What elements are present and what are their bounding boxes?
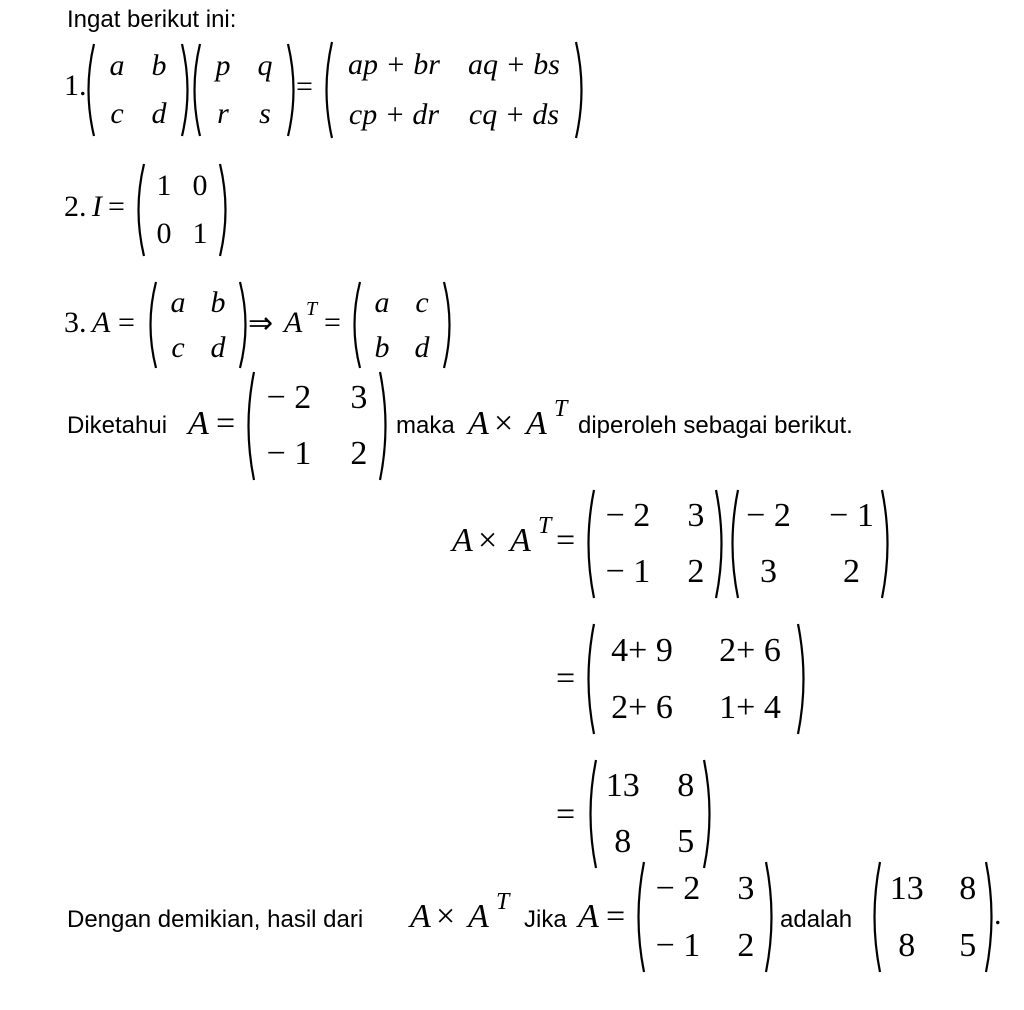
right-paren [574,40,588,140]
matrix-cell: 5 [677,823,695,860]
calc-equals-3: = [556,796,576,833]
left-paren [144,280,158,370]
matrix-cell: 13 [889,869,924,907]
conclusion-prefix: Dengan demikian, hasil dari [67,906,364,933]
calc-step1-matrix-at [740,488,880,600]
matrix-cell: ap + br [348,48,440,81]
matrix-cell: − 1 [266,435,312,472]
matrix-cell: cp + dr [348,98,440,131]
rule-3-transpose-matrix [362,280,442,370]
matrix-cell: − 1 [605,553,651,590]
calc-lhs-times: × [478,522,498,559]
calc-step1-matrix-a [596,488,714,600]
matrix-cell: − 2 [605,497,651,534]
matrix-cell: c [415,285,429,319]
left-paren [582,622,596,736]
matrix-cell: 1 [156,169,172,202]
matrix-cell: 2+ 6 [611,688,673,726]
matrix-cell: d [414,330,430,364]
rule-2-equals: = [108,190,125,223]
matrix-cell: − 1 [829,497,874,534]
conclusion-expr-sup: T [496,889,510,915]
rule-3-transpose-lhs: A [284,306,303,339]
matrix-cell: 0 [192,169,208,202]
matrix-cell: b [210,285,226,319]
given-expr-a: A [468,405,489,442]
matrix-cell: 8 [959,869,977,907]
matrix-cell: − 1 [655,926,701,964]
rule-2-lhs: I [92,190,102,223]
left-paren [582,488,596,600]
left-paren [584,758,598,870]
matrix-cell: − 2 [746,497,791,534]
right-paren [286,42,300,138]
left-paren [242,370,256,482]
matrix-cell: 2 [737,926,755,964]
left-paren [82,42,96,138]
matrix-cell: 1+ 4 [719,688,781,726]
matrix-cell: aq + bs [468,48,560,81]
matrix-cell: 8 [614,823,632,860]
matrix-cell: q [257,49,273,82]
matrix-cell: 0 [156,217,172,250]
rule-1-number: 1. [64,69,87,102]
right-paren [984,860,998,974]
given-expr-at: A [526,405,547,442]
conclusion-expr-a: A [410,898,431,935]
matrix-cell: 1 [192,217,208,250]
given-lhs: A [188,405,209,442]
matrix-cell: 3 [737,869,755,907]
matrix-cell: c [110,97,124,130]
given-expr-times: × [494,405,514,442]
calc-lhs-at: A [510,522,531,559]
right-paren [880,488,894,600]
calc-lhs-a: A [452,522,473,559]
calc-step3-matrix [598,758,702,870]
calc-step2-matrix [596,622,796,736]
left-paren [726,488,740,600]
conclusion-given-matrix [646,860,764,974]
matrix-cell: 8 [677,767,695,804]
implies-symbol: ⇒ [248,307,274,340]
matrix-cell: c [171,330,185,364]
matrix-cell: a [170,285,186,319]
right-paren [238,280,252,370]
matrix-cell: − 2 [655,869,701,907]
given-prefix: Diketahui [67,412,168,439]
rule-3-transpose-sup: T [306,298,318,320]
right-paren [796,622,810,736]
left-paren [188,42,202,138]
rule-3-lhs: A [92,306,111,339]
given-equals: = [216,405,236,442]
left-paren [632,860,646,974]
calc-equals-1: = [556,522,576,559]
right-paren [764,860,778,974]
matrix-cell: 2 [350,435,368,472]
given-matrix [256,370,378,482]
left-paren [320,40,334,140]
matrix-cell: a [374,285,390,319]
conclusion-adalah: adalah [780,906,853,933]
matrix-cell: − 2 [266,379,312,416]
matrix-cell: s [259,97,271,130]
matrix-cell: 3 [350,379,368,416]
conclusion-equals: = [606,898,626,935]
matrix-cell: d [151,97,167,130]
rule-1-equals: = [296,70,313,103]
matrix-cell: r [217,97,229,130]
matrix-cell: p [215,49,231,82]
right-paren [442,280,456,370]
right-paren [218,162,232,258]
matrix-cell: 13 [605,767,640,804]
identity-matrix [146,162,218,258]
matrix-cell: 3 [760,553,777,590]
given-middle: maka [396,412,455,439]
matrix-cell: d [210,330,226,364]
calc-lhs-sup: T [538,513,552,539]
right-paren [378,370,392,482]
left-paren [868,860,882,974]
conclusion-result-matrix [882,860,984,974]
matrix-cell: b [151,49,167,82]
rule-3-number: 3. [64,306,87,339]
conclusion-expr-times: × [436,898,456,935]
given-suffix: diperoleh sebagai berikut. [578,412,853,439]
matrix-cell: 2+ 6 [719,631,781,669]
rule-3-matrix [158,280,238,370]
matrix-cell: 4+ 9 [611,631,673,669]
rule-2-number: 2. [64,190,87,223]
left-paren [348,280,362,370]
left-paren [132,162,146,258]
matrix-cell: 5 [959,926,977,964]
given-expr-sup: T [554,396,568,422]
right-paren [702,758,716,870]
conclusion-period: . [994,898,1002,931]
matrix-cell: 2 [687,553,705,590]
matrix-cell: 3 [687,497,705,534]
matrix-cell: 2 [843,553,860,590]
conclusion-lhs: A [578,898,599,935]
rule-1-matrix-2 [202,42,286,138]
matrix-cell: 8 [898,926,916,964]
rule-1-matrix-1 [96,42,180,138]
rule-3-equals: = [118,306,135,339]
conclusion-jika: Jika [524,906,567,933]
calc-equals-2: = [556,660,576,697]
matrix-cell: b [374,330,390,364]
matrix-cell: cq + ds [468,98,560,131]
intro-text: Ingat berikut ini: [67,6,237,33]
matrix-cell: a [109,49,125,82]
rule-3-transpose-equals: = [324,306,341,339]
conclusion-expr-at: A [468,898,489,935]
rule-1-result-matrix [334,40,574,140]
